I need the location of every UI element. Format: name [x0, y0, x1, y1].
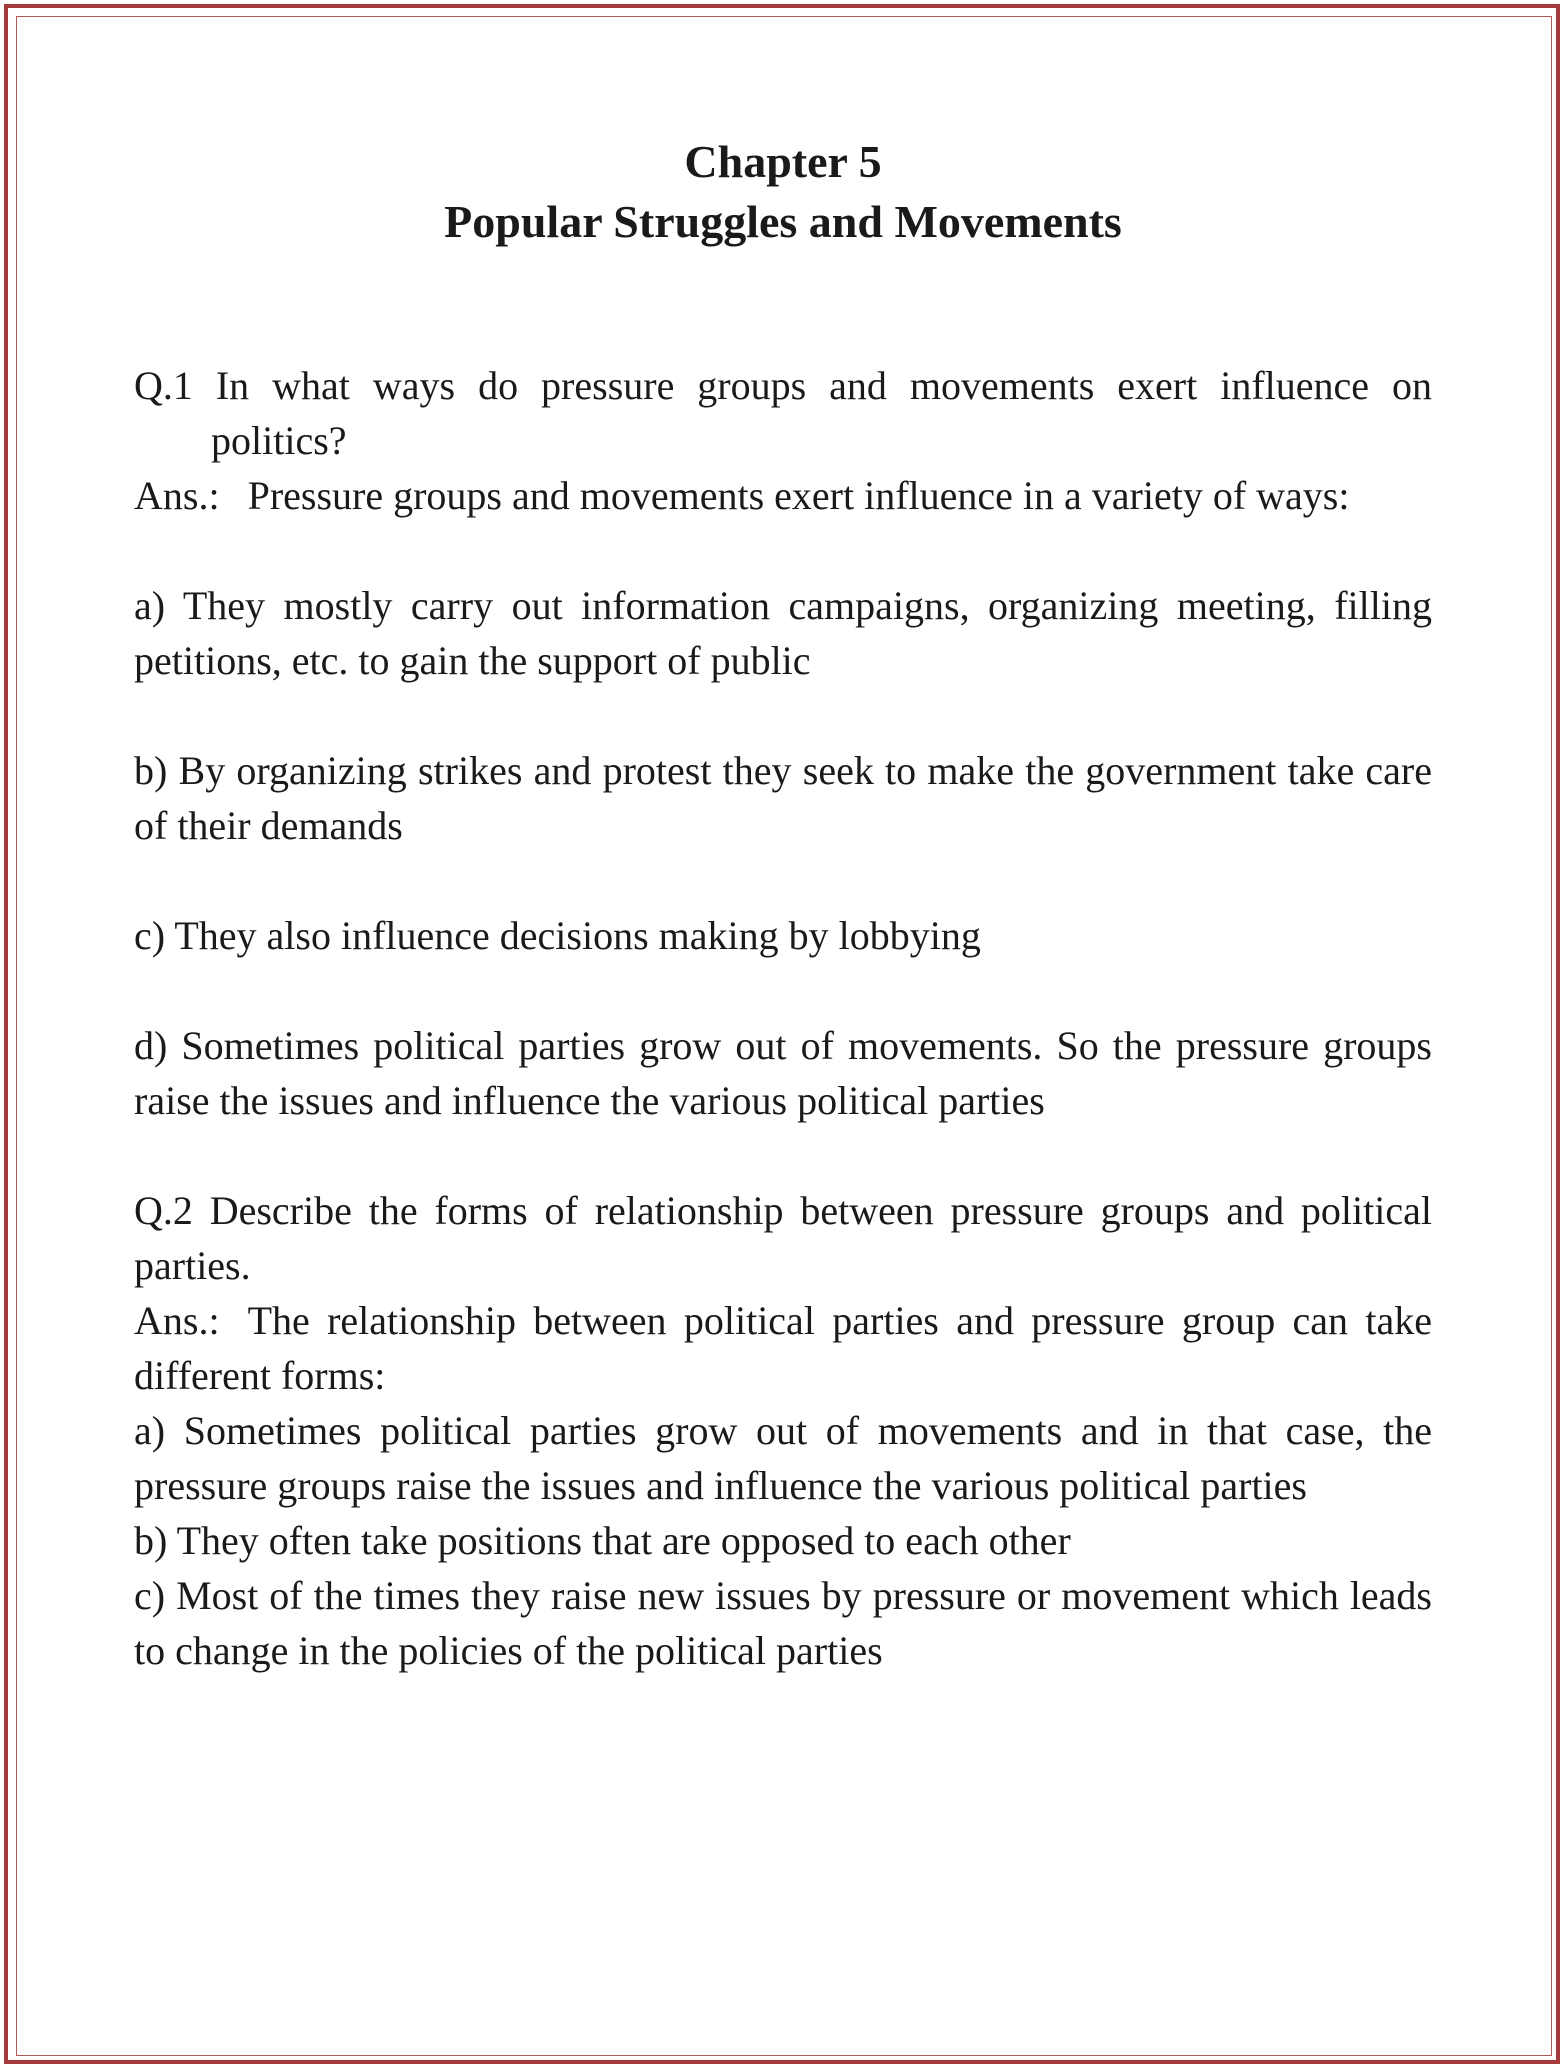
answer-2-intro-text: The relationship between political parties and pressure group can take different forms:: [134, 1298, 1432, 1398]
answer-1-point-a: a) They mostly carry out information campaigns, organizing meeting, filling petitions, etc. to gain the support of public: [134, 583, 1432, 683]
page-content: [134, 132, 1432, 1678]
answer-1-intro: [134, 468, 1432, 523]
answer-1-point-d: d) Sometimes political parties grow out of movements. So the pressure groups raise the issues and influence the various political parties: [134, 1023, 1432, 1123]
answer-2-intro: [134, 1293, 1432, 1403]
question-1-block: [134, 358, 1432, 1128]
answer-1-intro-text: Pressure groups and movements exert influence in a variety of ways:: [247, 473, 1350, 518]
question-2: Q.2 Describe the forms of relationship between pressure groups and political parties.: [134, 1188, 1432, 1288]
answer-2-point-b: b) They often take positions that are opposed to each other: [134, 1518, 1071, 1563]
question-1: Q.1 In what ways do pressure groups and movements exert influence on politics?: [134, 363, 1432, 463]
answer-1-point-b: b) By organizing strikes and protest they seek to make the government take care of their demands: [134, 748, 1432, 848]
chapter-title: Popular Struggles and Movements: [444, 196, 1122, 247]
answer-1-label: Ans.:: [134, 473, 220, 518]
answer-2-label: Ans.:: [134, 1298, 220, 1343]
question-2-block: [134, 1183, 1432, 1678]
answer-2-point-c: c) Most of the times they raise new issues by pressure or movement which leads to change in the policies of the political parties: [134, 1573, 1432, 1673]
chapter-number: Chapter 5: [684, 136, 882, 187]
chapter-header: [134, 132, 1432, 252]
answer-2-point-a: a) Sometimes political parties grow out of movements and in that case, the pressure groups raise the issues and influence the various political parties: [134, 1408, 1432, 1508]
answer-1-point-c: c) They also influence decisions making by lobbying: [134, 913, 981, 958]
